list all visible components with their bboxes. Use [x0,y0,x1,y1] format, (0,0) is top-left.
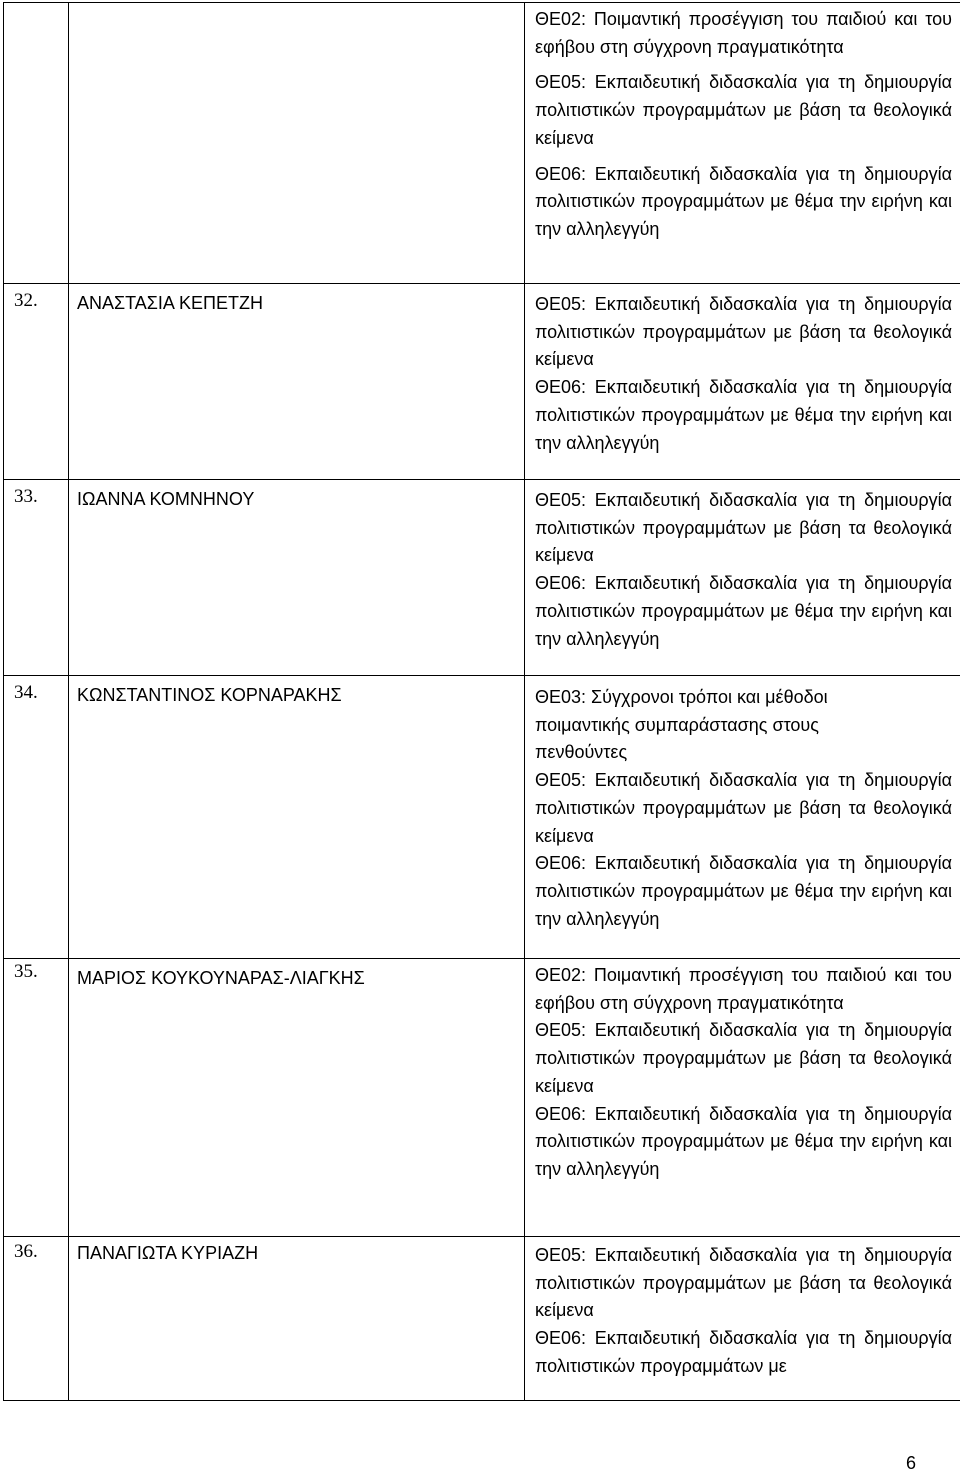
name-cell [69,284,525,480]
topic-entry: ΘΕ06: Εκπαιδευτική διδασκαλία για τη δημιουργία πολιτιστικών προγραμμάτων με θέμα την ειρήνη και την αλληλεγγύη [535,573,952,649]
topics-cell [525,676,960,959]
topic-entry: ΘΕ05: Εκπαιδευτική διδασκαλία για τη δημιουργία πολιτιστικών προγραμμάτων με βάση τα θεολογικά κείμενα [535,1245,952,1321]
row-number: 33. [14,486,38,507]
table-row [4,480,960,676]
topic-entry: ΘΕ05: Εκπαιδευτική διδασκαλία για τη δημιουργία πολιτιστικών προγραμμάτων με βάση τα θεολογικά κείμενα [535,72,952,148]
topic-entry: ΘΕ06: Εκπαιδευτική διδασκαλία για τη δημιουργία πολιτιστικών προγραμμάτων με θέμα την ειρήνη και την αλληλεγγύη [535,163,952,239]
topic-entry: ΘΕ05: Εκπαιδευτική διδασκαλία για τη δημιουργία πολιτιστικών προγραμμάτων με βάση τα θεολογικά κείμενα [535,490,952,566]
name-cell [69,3,525,284]
topic-entry: ΘΕ02: Ποιμαντική προσέγγιση του παιδιού και του εφήβου στη σύγχρονη πραγματικότητα [535,965,952,1013]
table-row [4,284,960,480]
topic-entry: ΘΕ02: Ποιμαντική προσέγγιση του παιδιού και του εφήβου στη σύγχρονη πραγματικότητα [535,9,952,57]
row-number: 34. [14,682,38,703]
page-number: 6 [906,1453,917,1473]
topics-cell [525,959,960,1237]
table-row [4,676,960,959]
table-row [4,959,960,1237]
row-number-cell [4,959,69,1237]
row-number-cell [4,284,69,480]
topic-entry: ΘΕ06: Εκπαιδευτική διδασκαλία για τη δημιουργία πολιτιστικών προγραμμάτων με θέμα την ειρήνη και την αλληλεγγύη [535,377,952,453]
row-number: 36. [14,1241,38,1262]
row-number-cell [4,3,69,284]
row-number-cell [4,480,69,676]
student-name: ΠΑΝΑΓΙΩΤΑ ΚΥΡΙΑΖΗ [77,1243,259,1263]
topic-entry: ΘΕ05: Εκπαιδευτική διδασκαλία για τη δημιουργία πολιτιστικών προγραμμάτων με βάση τα θεολογικά κείμενα [535,1020,952,1096]
topic-entry: ΘΕ05: Εκπαιδευτική διδασκαλία για τη δημιουργία πολιτιστικών προγραμμάτων με βάση τα θεολογικά κείμενα [535,770,952,846]
topic-entry: ΘΕ05: Εκπαιδευτική διδασκαλία για τη δημιουργία πολιτιστικών προγραμμάτων με βάση τα θεολογικά κείμενα [535,294,952,370]
topic-entry: ΘΕ06: Εκπαιδευτική διδασκαλία για τη δημιουργία πολιτιστικών προγραμμάτων με [535,1328,952,1376]
row-number: 35. [14,961,38,982]
table-row [4,1237,960,1401]
student-name: ΑΝΑΣΤΑΣΙΑ ΚΕΠΕΤΖΗ [77,293,263,313]
assignments-table [3,2,960,1401]
row-number-cell [4,676,69,959]
topic-entry: ΘΕ06: Εκπαιδευτική διδασκαλία για τη δημιουργία πολιτιστικών προγραμμάτων με θέμα την ειρήνη και την αλληλεγγύη [535,853,952,929]
table-row [4,3,960,284]
name-cell [69,1237,525,1401]
student-name: ΚΩΝΣΤΑΝΤΙΝΟΣ ΚΟΡΝΑΡΑΚΗΣ [77,685,342,705]
topic-entry: ΘΕ03: Σύγχρονοι τρόποι και μέθοδοι ποιμαντικής συμπαράστασης στους πενθούντες [535,687,828,763]
student-name: ΙΩΑΝΝΑ ΚΟΜΝΗΝΟΥ [77,489,255,509]
row-number-cell [4,1237,69,1401]
topics-cell [525,284,960,480]
topics-cell [525,3,960,284]
name-cell [69,480,525,676]
topic-entry: ΘΕ06: Εκπαιδευτική διδασκαλία για τη δημιουργία πολιτιστικών προγραμμάτων με θέμα την ειρήνη και την αλληλεγγύη [535,1103,952,1179]
topics-cell [525,480,960,676]
name-cell [69,676,525,959]
topics-cell [525,1237,960,1401]
student-name: ΜΑΡΙΟΣ ΚΟΥΚΟΥΝΑΡΑΣ-ΛΙΑΓΚΗΣ [77,968,365,988]
row-number: 32. [14,290,38,311]
name-cell [69,959,525,1237]
